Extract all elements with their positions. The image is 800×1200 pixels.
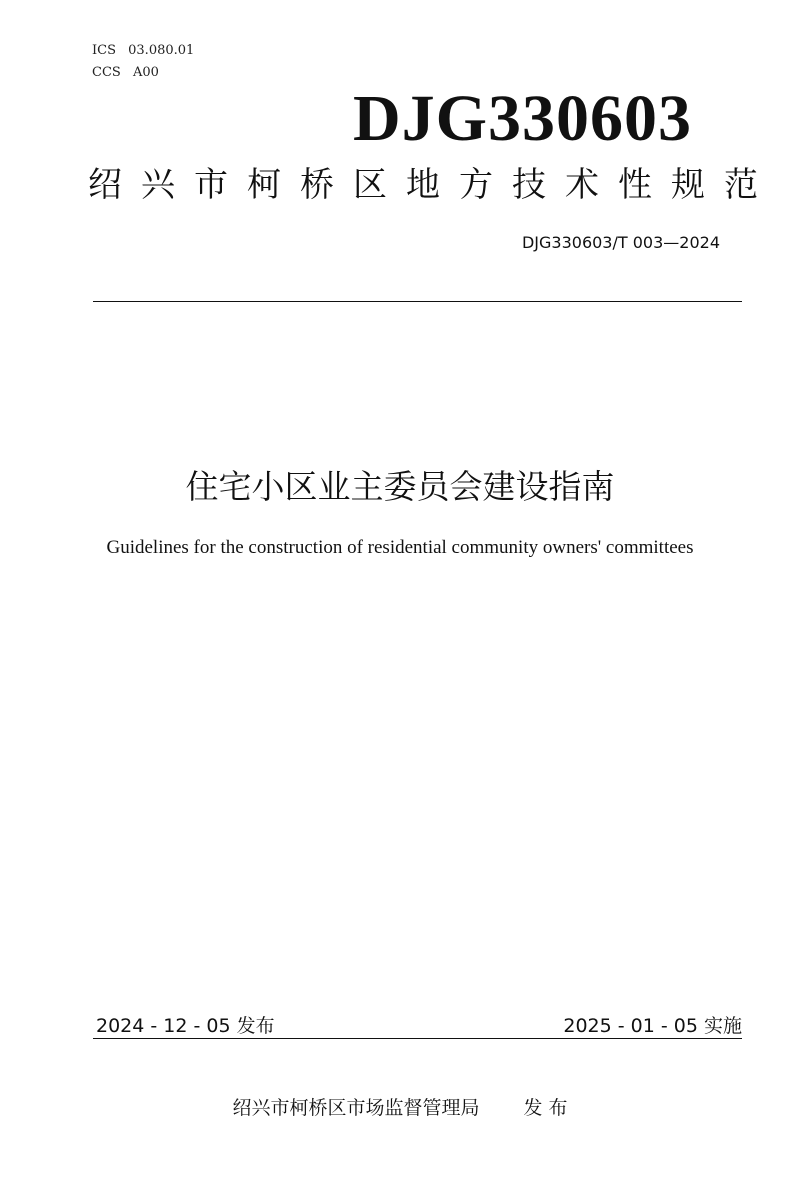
footer-divider (93, 1038, 742, 1039)
ccs-code: A00 (132, 65, 159, 80)
standard-code: DJG330603 (353, 82, 692, 155)
classification-codes (92, 40, 194, 84)
ccs-row (92, 62, 194, 84)
standard-category: 绍兴市柯桥区地方技术性规范 (88, 165, 777, 205)
issuer-organization: 绍兴市柯桥区市场监督管理局 (232, 1097, 480, 1119)
ics-code: 03.080.01 (128, 43, 195, 58)
document-number: DJG330603/T 003—2024 (521, 233, 720, 252)
header-divider (93, 301, 742, 302)
ics-label: ICS (92, 43, 116, 58)
implementation-date: 2025 - 01 - 05 实施 (563, 1015, 742, 1037)
issue-action: 发 布 (523, 1097, 568, 1119)
issuer-line (0, 1095, 800, 1121)
chinese-title: 住宅小区业主委员会建设指南 (185, 467, 615, 506)
publish-date: 2024 - 12 - 05 发布 (96, 1015, 275, 1037)
ccs-label: CCS (92, 65, 121, 80)
english-title: Guidelines for the construction of residential community owners' committees (106, 537, 694, 558)
ics-row (92, 40, 194, 62)
